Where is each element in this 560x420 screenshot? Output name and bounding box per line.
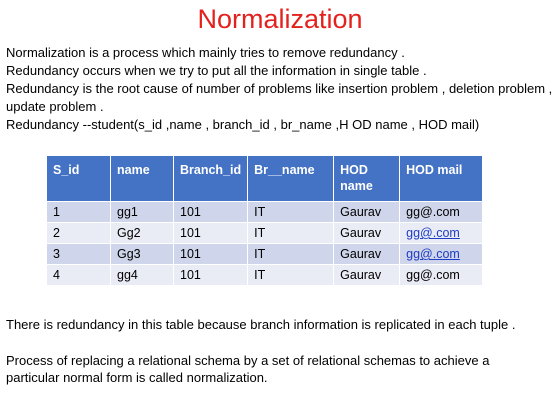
cell-name: Gg2 — [111, 223, 174, 244]
table-row — [47, 265, 483, 286]
redundancy-explanation: There is redundancy in this table because branch information is replicated in each tuple . — [6, 317, 516, 332]
header-hod-mail: HOD mail — [400, 156, 483, 202]
intro-line-2: Redundancy occurs when we try to put all the information in single table . — [6, 63, 427, 78]
header-br-name: Br__name — [248, 156, 334, 202]
cell-branch-id: 101 — [174, 223, 248, 244]
student-table-container — [46, 155, 483, 286]
cell-hod-mail: gg@.com — [400, 265, 483, 286]
intro-text — [6, 44, 554, 134]
cell-s-id: 2 — [47, 223, 111, 244]
cell-hod-name: Gaurav — [334, 244, 400, 265]
normalization-definition: Process of replacing a relational schema by a set of relational schemas to achieve a particular normal form is called normalization. — [6, 353, 490, 385]
hod-mail-link[interactable]: gg@.com — [400, 223, 483, 244]
cell-branch-id: 101 — [174, 202, 248, 223]
cell-br-name: IT — [248, 223, 334, 244]
intro-line-1: Normalization is a process which mainly tries to remove redundancy . — [6, 45, 405, 60]
cell-s-id: 3 — [47, 244, 111, 265]
table-row — [47, 202, 483, 223]
table-row — [47, 223, 483, 244]
table-header-row — [47, 156, 483, 202]
slide-title: Normalization — [197, 4, 363, 34]
cell-hod-name: Gaurav — [334, 223, 400, 244]
table-row — [47, 244, 483, 265]
intro-line-3: Redundancy is the root cause of number of problems like insertion problem , deletion problem , update problem . — [6, 81, 553, 114]
cell-hod-name: Gaurav — [334, 202, 400, 223]
cell-branch-id: 101 — [174, 244, 248, 265]
cell-name: Gg3 — [111, 244, 174, 265]
cell-hod-mail: gg@.com — [400, 202, 483, 223]
header-hod-name: HOD name — [334, 156, 400, 202]
hod-mail-link[interactable]: gg@.com — [400, 244, 483, 265]
header-name: name — [111, 156, 174, 202]
cell-hod-name: Gaurav — [334, 265, 400, 286]
header-s-id: S_id — [47, 156, 111, 202]
cell-s-id: 1 — [47, 202, 111, 223]
cell-branch-id: 101 — [174, 265, 248, 286]
intro-line-4: Redundancy --student(s_id ,name , branch_id , br_name ,H OD name , HOD mail) — [6, 117, 480, 132]
student-table — [46, 155, 483, 286]
cell-name: gg1 — [111, 202, 174, 223]
header-branch-id: Branch_id — [174, 156, 248, 202]
cell-br-name: IT — [248, 265, 334, 286]
cell-name: gg4 — [111, 265, 174, 286]
cell-br-name: IT — [248, 244, 334, 265]
cell-s-id: 4 — [47, 265, 111, 286]
cell-br-name: IT — [248, 202, 334, 223]
